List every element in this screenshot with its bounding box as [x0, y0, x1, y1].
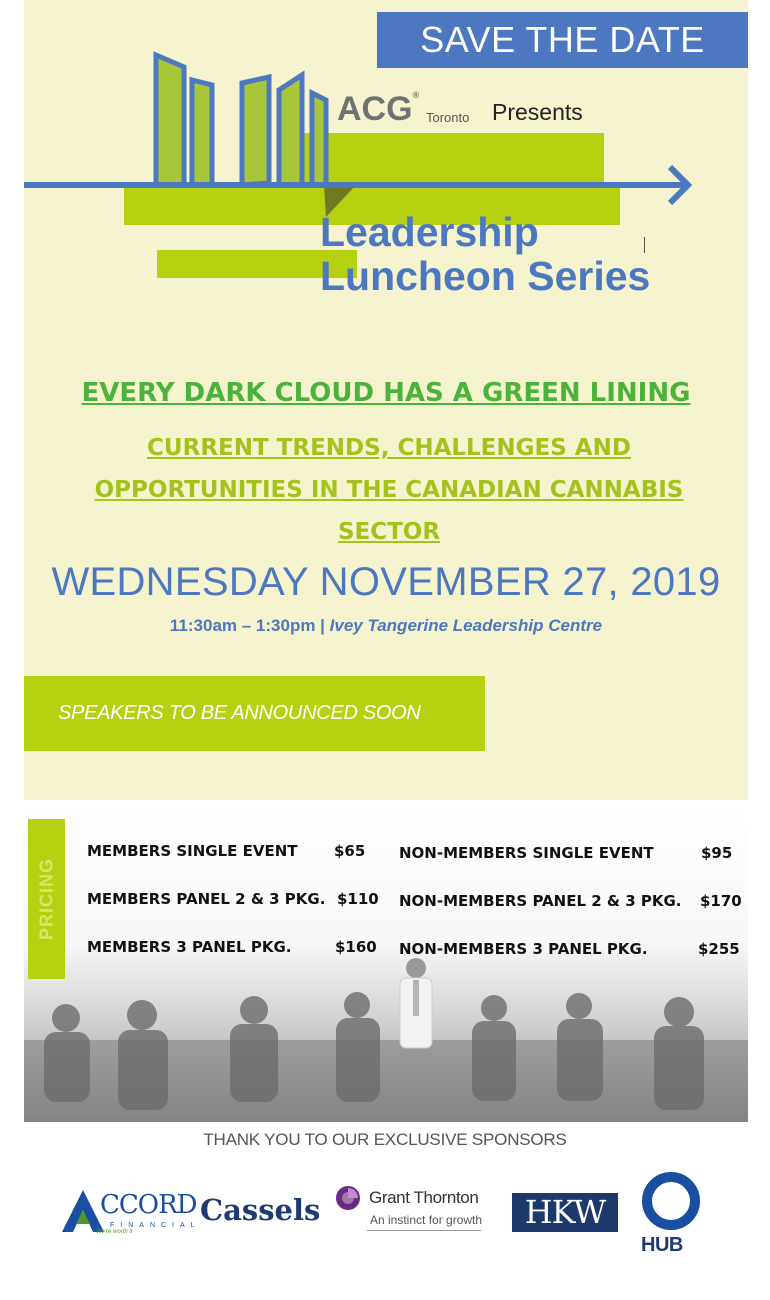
series-title-line1: Leadership: [320, 209, 539, 255]
cassels-logo: Cassels: [200, 1193, 321, 1227]
member-price-name: MEMBERS 3 PANEL PKG.: [87, 938, 292, 956]
grant-thornton-logo-mark: [334, 1184, 362, 1212]
hub-logo-mark: [642, 1172, 700, 1230]
accord-logo-tagline: We're worth it: [96, 1229, 133, 1235]
grant-thornton-tagline: An instinct for growth: [370, 1213, 483, 1227]
event-headline: EVERY DARK CLOUD HAS A GREEN LINING: [81, 378, 691, 408]
non-member-price-value: $95: [701, 844, 733, 862]
acg-city-label: Toronto: [426, 110, 470, 125]
grant-thornton-logo-text: Grant Thornton: [369, 1188, 479, 1207]
pricing-label: PRICING: [36, 857, 56, 941]
event-date: WEDNESDAY NOVEMBER 27, 2019: [51, 560, 721, 604]
hub-logo-text: HUB: [641, 1234, 683, 1256]
subheadline-line3: SECTOR: [337, 519, 441, 545]
accord-logo-text: CCORD: [100, 1190, 197, 1220]
subheadline-line1: CURRENT TRENDS, CHALLENGES AND: [147, 435, 631, 461]
presents-text: Presents: [492, 99, 583, 125]
sponsors-heading: THANK YOU TO OUR EXCLUSIVE SPONSORS: [203, 1130, 567, 1149]
accord-logo-sub: FINANCIAL: [110, 1222, 201, 1229]
series-title: [320, 210, 650, 298]
speakers-text: SPEAKERS TO BE ANNOUNCED SOON: [58, 702, 421, 724]
member-price-value: $110: [337, 890, 379, 908]
event-venue: Ivey Tangerine Leadership Centre: [329, 616, 603, 635]
event-subheadline: [64, 427, 714, 553]
event-time: 11:30am – 1:30pm |: [169, 616, 330, 635]
non-member-price-name: NON-MEMBERS PANEL 2 & 3 PKG.: [399, 892, 682, 910]
member-price-name: MEMBERS PANEL 2 & 3 PKG.: [87, 890, 326, 908]
member-price-value: $160: [335, 938, 377, 956]
pricing-label-bar: [28, 819, 65, 979]
decorative-divider: [644, 237, 645, 253]
save-the-date-banner: SAVE THE DATE: [377, 12, 748, 68]
acg-wordmark: ACG®: [337, 90, 420, 128]
speakers-banner: [24, 676, 485, 751]
series-title-line2: Luncheon Series: [320, 253, 651, 299]
hkw-logo: HKW: [512, 1193, 618, 1232]
non-member-price-value: $170: [700, 892, 742, 910]
subheadline-line2: OPPORTUNITIES IN THE CANADIAN CANNABIS: [94, 477, 684, 503]
grant-thornton-divider: [367, 1230, 481, 1231]
event-poster: [24, 0, 748, 1122]
non-member-price-value: $255: [698, 940, 740, 958]
member-price-value: $65: [334, 842, 366, 860]
non-member-price-name: NON-MEMBERS 3 PANEL PKG.: [399, 940, 648, 958]
non-member-price-name: NON-MEMBERS SINGLE EVENT: [399, 844, 654, 862]
event-time-venue: [24, 616, 748, 636]
member-price-name: MEMBERS SINGLE EVENT: [87, 842, 298, 860]
